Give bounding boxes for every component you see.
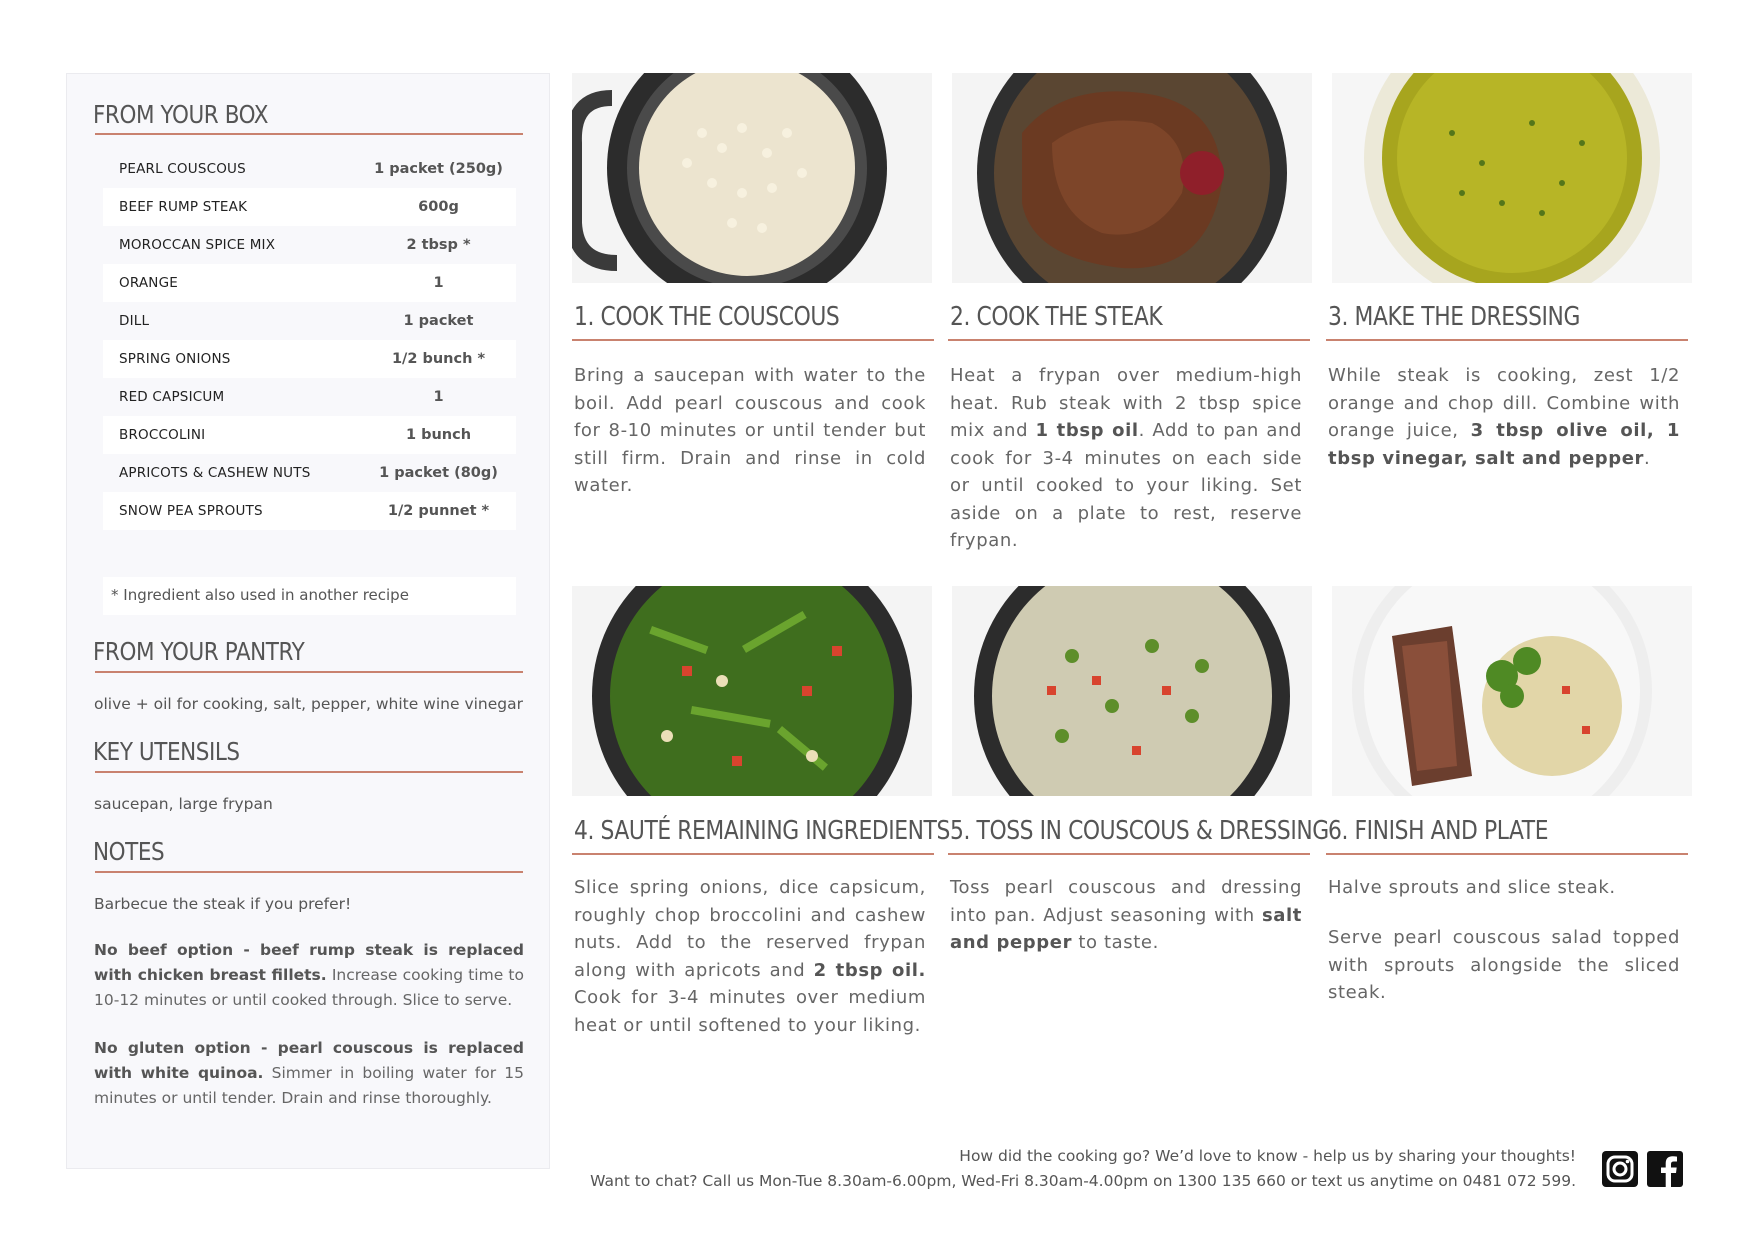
ingredient-name: BEEF RUMP STEAK <box>119 199 248 215</box>
ingredient-row <box>103 454 516 492</box>
divider <box>1326 853 1688 855</box>
ingredient-row <box>103 150 516 188</box>
divider <box>948 339 1310 341</box>
step-5-title: 5. TOSS IN COUSCOUS & DRESSING <box>950 816 1329 846</box>
utensils-title: KEY UTENSILS <box>93 737 240 766</box>
step-4-text-bold: 2 tbsp oil. <box>813 959 926 981</box>
ingredient-row <box>103 340 516 378</box>
contact-line: Want to chat? Call us Mon-Tue 8.30am-6.00pm, Wed-Fri 8.30am-4.00pm on 1300 135 660 or text us anytime on 0481 072 599. <box>590 1172 1576 1190</box>
step-1-title: 1. COOK THE COUSCOUS <box>574 302 840 332</box>
instagram-icon[interactable] <box>1601 1150 1639 1188</box>
ingredient-qty: 1 bunch <box>405 427 472 443</box>
divider <box>95 771 523 773</box>
ingredient-qty: 1 packet (80g) <box>379 465 498 481</box>
ingredient-row <box>103 492 516 530</box>
ingredient-qty: 1/2 punnet * <box>387 503 490 519</box>
no-gluten-option <box>94 1036 524 1111</box>
ingredient-name: PEARL COUSCOUS <box>119 161 246 177</box>
steak-photo <box>952 73 1312 283</box>
divider <box>95 871 523 873</box>
ingredient-row <box>103 264 516 302</box>
saute-photo <box>572 586 932 796</box>
ingredient-name: BROCCOLINI <box>119 427 206 443</box>
step-3-text-a: While steak is cooking, zest 1/2 orange and chop dill. Combine with orange juice, <box>1328 365 1680 441</box>
divider <box>95 671 523 673</box>
facebook-icon[interactable] <box>1646 1150 1684 1188</box>
step-4-text-c: Cook for 3-4 minutes over medium heat or until softened to your liking. <box>574 987 926 1036</box>
ingredient-name: APRICOTS & CASHEW NUTS <box>119 465 311 481</box>
no-beef-option <box>94 938 524 1013</box>
step-4-text-a: Slice spring onions, dice capsicum, roughly chop broccolini and cashew nuts. Add to the reserved frypan along with apricots and <box>574 877 926 981</box>
no-beef-heading: No beef option - beef rump steak is replaced with chicken breast fillets. <box>94 941 524 984</box>
ingredient-row <box>103 378 516 416</box>
plated-dish-photo <box>1332 586 1692 796</box>
step-5-text-bold: salt and pepper <box>950 904 1302 953</box>
couscous-photo <box>572 73 932 283</box>
divider <box>1326 339 1688 341</box>
pantry-title: FROM YOUR PANTRY <box>93 637 305 666</box>
toss-photo <box>952 586 1312 796</box>
ingredient-row <box>103 226 516 264</box>
divider <box>948 853 1310 855</box>
divider <box>572 853 934 855</box>
ingredient-row <box>103 416 516 454</box>
step-3-text <box>1328 362 1680 472</box>
feedback-line: How did the cooking go? We’d love to know - help us by sharing your thoughts! <box>959 1147 1576 1165</box>
pantry-text: olive + oil for cooking, salt, pepper, white wine vinegar <box>94 695 523 713</box>
no-beef-detail: Increase cooking time to 10-12 minutes or until cooked through. Slice to serve. <box>94 966 524 1009</box>
dressing-photo <box>1332 73 1692 283</box>
step-6-title: 6. FINISH AND PLATE <box>1328 816 1549 846</box>
ingredient-row <box>103 302 516 340</box>
step-2-text <box>950 362 1302 555</box>
ingredient-row <box>103 188 516 226</box>
notes-title: NOTES <box>93 837 165 866</box>
ingredient-qty: 1 packet <box>403 313 474 329</box>
divider <box>572 339 934 341</box>
no-gluten-detail: Simmer in boiling water for 15 minutes or until tender. Drain and rinse thoroughly. <box>94 1064 524 1107</box>
ingredient-name: DILL <box>119 313 150 329</box>
step-2-text-bold: 1 tbsp oil <box>1035 420 1139 441</box>
from-box-title: FROM YOUR BOX <box>93 100 269 129</box>
step-5-text-a: Toss pearl couscous and dressing into pan. Adjust seasoning with <box>950 877 1302 926</box>
step-1-text: Bring a saucepan with water to the boil. Add pearl couscous and cook for 8-10 minutes or until tender but still firm. Drain and rinse in cold water. <box>574 365 926 496</box>
ingredient-name: ORANGE <box>119 275 178 291</box>
step-4-text <box>574 874 926 1039</box>
divider <box>95 133 523 135</box>
ingredient-name: SPRING ONIONS <box>119 351 231 367</box>
step-2-text-a: Heat a frypan over medium-high heat. Rub steak with 2 tbsp spice mix and <box>950 365 1302 441</box>
step-3-text-c: . <box>1644 447 1651 469</box>
ingredient-qty: 2 tbsp * <box>406 237 471 253</box>
no-gluten-heading: No gluten option - pearl couscous is replaced with white quinoa. <box>94 1039 524 1082</box>
step-4-title: 4. SAUTÉ REMAINING INGREDIENTS <box>574 816 950 846</box>
ingredients-sidebar <box>66 73 550 1169</box>
step-2-text-c: . Add to pan and cook for 3-4 minutes on each side or until cooked to your liking. Set aside on a plate to rest, reserve frypan. <box>950 420 1303 551</box>
ingredient-name: RED CAPSICUM <box>119 389 225 405</box>
step-3-text-bold: 3 tbsp olive oil, 1 tbsp vinegar, salt and pepper <box>1328 420 1680 469</box>
ingredient-footnote: * Ingredient also used in another recipe <box>103 577 516 615</box>
ingredient-qty: 1 packet (250g) <box>374 161 503 177</box>
ingredient-qty: 1 <box>433 275 444 291</box>
step-6-text-2: Serve pearl couscous salad topped with sprouts alongside the sliced steak. <box>1328 927 1680 1003</box>
step-2-title: 2. COOK THE STEAK <box>950 302 1163 332</box>
ingredient-table <box>103 150 516 530</box>
ingredient-name: SNOW PEA SPROUTS <box>119 503 263 519</box>
ingredient-name: MOROCCAN SPICE MIX <box>119 237 276 253</box>
ingredient-qty: 1 <box>433 389 444 405</box>
notes-line: Barbecue the steak if you prefer! <box>94 895 352 913</box>
utensils-text: saucepan, large frypan <box>94 795 273 813</box>
step-5-text-c: to taste. <box>1072 932 1159 953</box>
ingredient-qty: 1/2 bunch * <box>391 351 486 367</box>
step-6-text-1: Halve sprouts and slice steak. <box>1328 877 1616 898</box>
step-5-text <box>950 874 1302 957</box>
ingredient-qty: 600g <box>418 199 459 215</box>
step-3-title: 3. MAKE THE DRESSING <box>1328 302 1580 332</box>
